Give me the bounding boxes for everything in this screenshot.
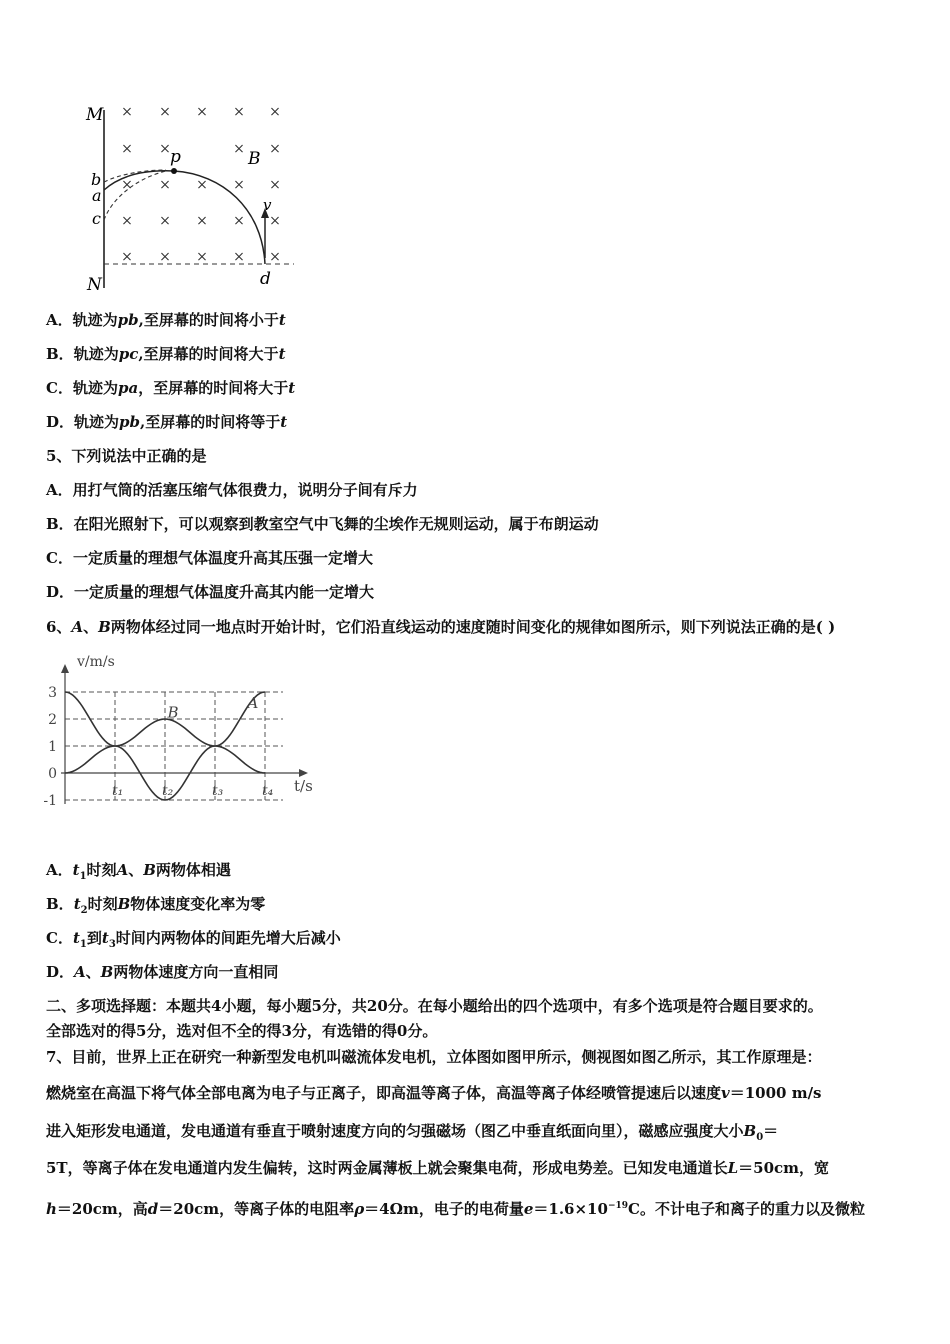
q4-option-b: B．轨迹为pc,至屏幕的时间将大于t [46, 345, 286, 363]
chart-x-tick-label: t₄ [262, 783, 274, 799]
label-B: B [248, 149, 261, 169]
q6-option-d: D．A、B两物体速度方向一直相同 [46, 963, 279, 981]
section2-line1: 二、多项选择题：本题共4小题，每小题5分，共20分。在每小题给出的四个选项中，有多个选项是符合题目要求的。 [46, 997, 823, 1015]
chart-xlabel: t/s [294, 777, 313, 795]
field-cross-mark: × [121, 104, 133, 120]
label-b: b [91, 170, 102, 189]
label-v: v [263, 196, 272, 214]
label-c: c [92, 209, 101, 228]
field-cross-mark: × [159, 177, 171, 193]
field-cross-mark: × [196, 249, 208, 265]
q4-option-a: A．轨迹为pb,至屏幕的时间将小于t [46, 311, 286, 329]
field-cross-mark: × [121, 249, 133, 265]
q6-option-c: C．$t_1$到$t_3$时间内两物体的间距先增大后减小 [46, 929, 341, 950]
section2-line2: 全部选对的得5分，选对但不全的得3分，有选错的得0分。 [46, 1022, 438, 1040]
field-cross-mark: × [233, 104, 245, 120]
field-cross-mark: × [196, 213, 208, 229]
label-a: a [92, 186, 102, 205]
chart-y-tick-label: 1 [48, 739, 57, 755]
q5-option-c: C．一定质量的理想气体温度升高其压强一定增大 [46, 549, 373, 567]
q5-option-b: B．在阳光照射下，可以观察到教室空气中飞舞的尘埃作无规则运动，属于布朗运动 [46, 515, 599, 533]
chart-x-axis-arrow [299, 769, 308, 777]
q4-option-d: D．轨迹为pb,至屏幕的时间将等于t [46, 413, 288, 431]
label-M: M [86, 105, 104, 125]
field-cross-mark: × [269, 213, 281, 229]
chart-y-tick-label: 0 [48, 766, 57, 782]
label-p: p [170, 147, 181, 167]
q5-option-d: D．一定质量的理想气体温度升高其内能一定增大 [46, 583, 375, 601]
chart-y-tick-label: -1 [43, 793, 57, 809]
chart-y-tick-label: 3 [48, 685, 57, 701]
field-cross-mark: × [159, 104, 171, 120]
point-p-dot [171, 168, 177, 174]
field-cross-mark: × [196, 177, 208, 193]
field-cross-mark: × [233, 177, 245, 193]
q7-line5: h＝20cm，高d＝20cm，等离子体的电阻率ρ＝4Ωm，电子的电荷量$e=1.6\times 10^{-19}C$。不计电子和离子的重力以及微粒 [46, 1200, 865, 1218]
chart-series-label-b: B [167, 703, 179, 722]
field-cross-mark: × [159, 141, 171, 157]
q7-line1: 7、目前，世界上正在研究一种新型发电机叫磁流体发电机，立体图如图甲所示，侧视图如图乙所示，其工作原理是： [46, 1048, 822, 1066]
field-cross-mark: × [233, 249, 245, 265]
chart-x-tick-label: t₂ [162, 783, 174, 799]
q4-option-c: C．轨迹为pa，至屏幕的时间将大于t [46, 379, 296, 397]
q5-stem: 5、下列说法中正确的是 [46, 447, 207, 465]
chart-x-tick-label: t₁ [112, 783, 124, 799]
field-cross-mark: × [269, 141, 281, 157]
velocity-time-chart [40, 652, 330, 812]
field-cross-mark: × [121, 213, 133, 229]
label-N: N [87, 275, 102, 295]
field-cross-mark: × [269, 104, 281, 120]
chart-ylabel: v/m/s [77, 654, 115, 670]
field-cross-mark: × [159, 249, 171, 265]
field-cross-mark: × [269, 249, 281, 265]
q6-option-a: A．$t_1$时刻A、B两物体相遇 [46, 861, 231, 882]
field-cross-marks [121, 104, 281, 265]
field-cross-mark: × [121, 177, 133, 193]
field-cross-mark: × [159, 213, 171, 229]
field-cross-mark: × [233, 213, 245, 229]
label-d: d [260, 269, 271, 289]
field-cross-mark: × [269, 177, 281, 193]
field-cross-mark: × [196, 104, 208, 120]
field-cross-mark: × [233, 141, 245, 157]
field-cross-mark: × [121, 141, 133, 157]
q7-line2: 燃烧室在高温下将气体全部电离为电子与正离子，即高温等离子体，高温等离子体经喷管提速后以速度v＝1000 m/s [46, 1084, 822, 1102]
q6-option-b: B．$t_2$时刻B物体速度变化率为零 [46, 895, 266, 916]
q6-stem: 6、A、B两物体经过同一地点时开始计时，它们沿直线运动的速度随时间变化的规律如图所示，则下列说法正确的是( ) [46, 618, 836, 636]
chart-x-tick-label: t₃ [212, 783, 224, 799]
q7-line3: 进入矩形发电通道，发电通道有垂直于喷射速度方向的匀强磁场（图乙中垂直纸面向里），磁感应强度大小$B_0=$ [46, 1122, 779, 1143]
chart-tick-labels [43, 685, 273, 809]
q5-option-a: A．用打气筒的活塞压缩气体很费力，说明分子间有斥力 [46, 481, 418, 499]
chart-y-axis-arrow [61, 664, 69, 673]
chart-y-tick-label: 2 [48, 712, 57, 728]
chart-series-label-a: A [247, 694, 259, 713]
q7-line4: 5T，等离子体在发电通道内发生偏转，这时两金属薄板上就会聚集电荷，形成电势差。已知发电通道长L＝50cm，宽 [46, 1159, 830, 1177]
magnetic-field-figure [82, 98, 312, 298]
